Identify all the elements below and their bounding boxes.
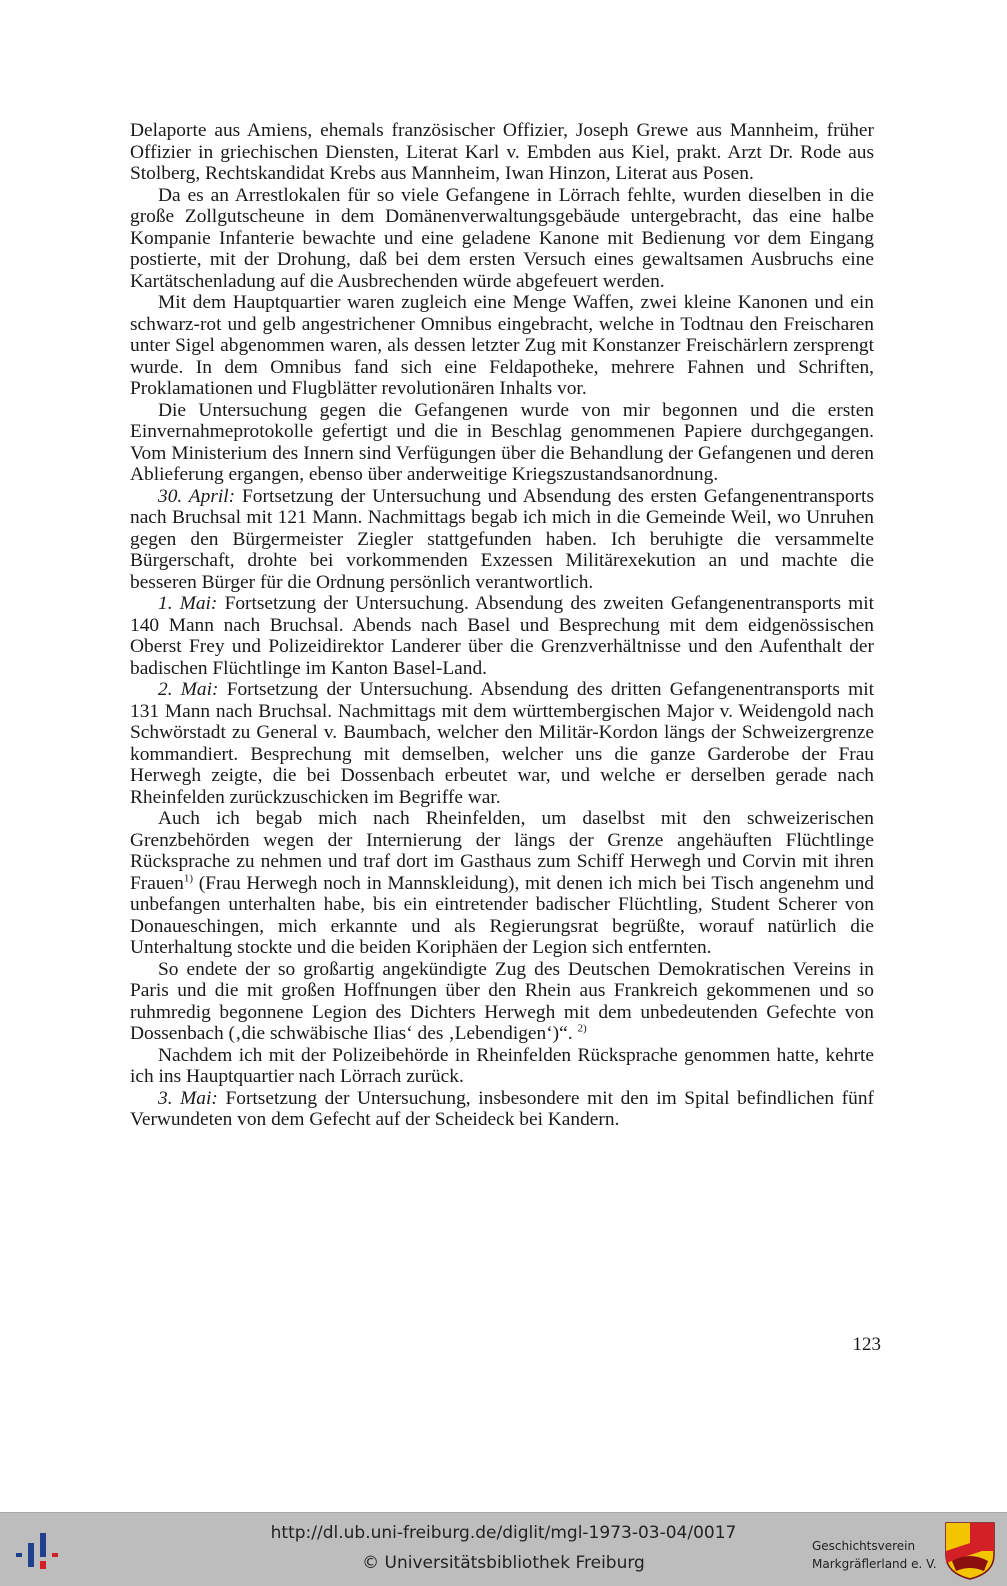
paragraph-dated: 3. Mai: Fortsetzung der Untersuchung, insbesondere mit den im Spital befindlichen fünf Verwundeten von dem Gefecht auf der Scheideck bei Kandern.: [130, 1087, 874, 1130]
date-label: 3. Mai:: [158, 1087, 218, 1109]
paragraph: So endete der so großartig angekündigte Zug des Deutschen Demokratischen Vereins in Paris und die mit großen Hoffnungen über den Rhein aus Frankreich gekommenen und so ruhmredig begonnene Legion des Dichters Herwegh mit dem unbedeutenden Gefechte von Dossenbach (‚die schwäbische Ilias‘ des ‚Lebendigen‘)“. $^{2)}$: [130, 958, 874, 1044]
paragraph: Nachdem ich mit der Polizeibehörde in Rheinfelden Rücksprache genommen hatte, kehrte ich ins Hauptquartier nach Lörrach zurück.: [130, 1044, 874, 1087]
society-line-2: Markgräflerland e. V.: [812, 1557, 937, 1571]
date-label: 2. Mai:: [158, 679, 219, 700]
paragraph: Mit dem Hauptquartier waren zugleich eine Menge Waffen, zwei kleine Kanonen und ein schwarz-rot und gelb angestrichener Omnibus eingebracht, welche in Todtnau den Freischaren unter Sigel abgenommen waren, als dessen letzter Zug mit Konstanzer Freischärlern zersprengt wurde. In dem Omnibus fand sich eine Feldapotheke, mehrere Fahnen und Schriften, Proklamationen und Flugblätter revolutionären Inhalts vor.: [130, 292, 874, 399]
paragraph-dated: 2. Mai: Fortsetzung der Untersuchung. Absendung des dritten Gefangenentransports mit 131 Mann nach Bruchsal. Nachmittags mit dem württembergischen Major v. Weidengold nach Schwörstadt zu General v. Baumbach, welcher den Militär-Kordon längs der Schweizergrenze kommandiert. Besprechung mit demselben, welcher uns die ganze Garderobe der Frau Herwegh zeigte, die bei Dossenbach erbeutet war, und welche er derselben gerade nach Rheinfelden zurückzuschicken im Begriffe war.: [130, 679, 874, 808]
paragraph: Auch ich begab mich nach Rheinfelden, um daselbst mit den schweizerischen Grenzbehörden wegen der Internierung der längs der Grenze angehäuften Flüchtlinge Rücksprache zu nehmen und traf dort im Gasthaus zum Schiff Herwegh und Corvin mit ihren Frauen$^{1)}$ (Frau Herwegh noch in Mannskleidung), mit denen ich mich bei Tisch angenehm und unbefangen unterhalten habe, bis ein eintretender badischer Flüchtling, Student Scherer von Donaueschingen, mich erkannte und als Regierungsrat begrüßte, worauf natürlich die Unterhaltung stockte und die beiden Koriphäen der Legion sich entfernten.: [130, 808, 874, 958]
paragraph: Delaporte aus Amiens, ehemals französischer Offizier, Joseph Grewe aus Mannheim, früher Offizier in griechischen Diensten, Literat Karl v. Embden aus Kiel, prakt. Arzt Dr. Rode aus Stolberg, Rechtskandidat Krebs aus Mannheim, Iwan Hinzon, Literat aus Posen.: [130, 120, 874, 184]
copyright-text: © Universitätsbibliothek Freiburg: [362, 1553, 645, 1573]
paragraph: Die Untersuchung gegen die Gefangenen wurde von mir begonnen und die ersten Einvernahmeprotokolle gefertigt und die in Beschlag genommenen Papiere durchgegangen. Vom Ministerium des Innern sind Verfügungen über die Behandlung der Gefangenen und deren Ablieferung ergangen, ebenso über anderweitige Kriegszustandsanordnung.: [130, 399, 874, 485]
paragraph-dated: 1. Mai: Fortsetzung der Untersuchung. Absendung des zweiten Gefangenentransports mit 140 Mann nach Bruchsal. Abends nach Basel und Besprechung mit dem eidgenössischen Oberst Frey und Polizeidirektor Landerer über die Grenzverhältnisse und den Aufenthalt der badischen Flüchtlinge im Kanton Basel-Land.: [130, 593, 874, 679]
footnote-marker: 2): [577, 1022, 587, 1035]
paragraph: Da es an Arrestlokalen für so viele Gefangene in Lörrach fehlte, wurden dieselben in die große Zollgutscheune in dem Domänenverwaltungsgebäude untergebracht, das eine halbe Kompanie Infanterie bewachte und eine geladene Kanone mit Bedienung vor dem Eingang postierte, mit der Drohung, daß bei dem ersten Versuch eines gewaltsamen Ausbruchs eine Kartätschenladung auf die Ausbrechenden würde abgefeuert werden.: [130, 184, 874, 292]
paragraph-dated: 30. April: Fortsetzung der Untersuchung und Absendung des ersten Gefangenentransports nach Bruchsal mit 121 Mann. Nachmittags begab ich mich in die Gemeinde Weil, wo Unruhen gegen den Bürgermeister Ziegler stattgefunden haben. Ich beruhigte die versammelte Bürgerschaft, drohte bei vorkommenden Exzessen Militärexekution an und machte die besseren Bürger für die Ordnung persönlich verantwortlich.: [130, 485, 874, 593]
footnote-marker: 1): [183, 872, 194, 885]
date-label: 1. Mai:: [158, 593, 218, 614]
society-line-1: Geschichtsverein: [812, 1539, 916, 1553]
viewer-footer: [0, 1512, 1007, 1586]
body-text: [130, 120, 874, 1131]
date-label: 30. April:: [158, 485, 236, 507]
markgraeflerland-crest-icon: [944, 1521, 996, 1581]
document-url-link[interactable]: http://dl.ub.uni-freiburg.de/diglit/mgl-1973-03-04/0017: [270, 1523, 737, 1543]
society-name: [812, 1537, 937, 1573]
page-number: 123: [852, 1334, 881, 1355]
